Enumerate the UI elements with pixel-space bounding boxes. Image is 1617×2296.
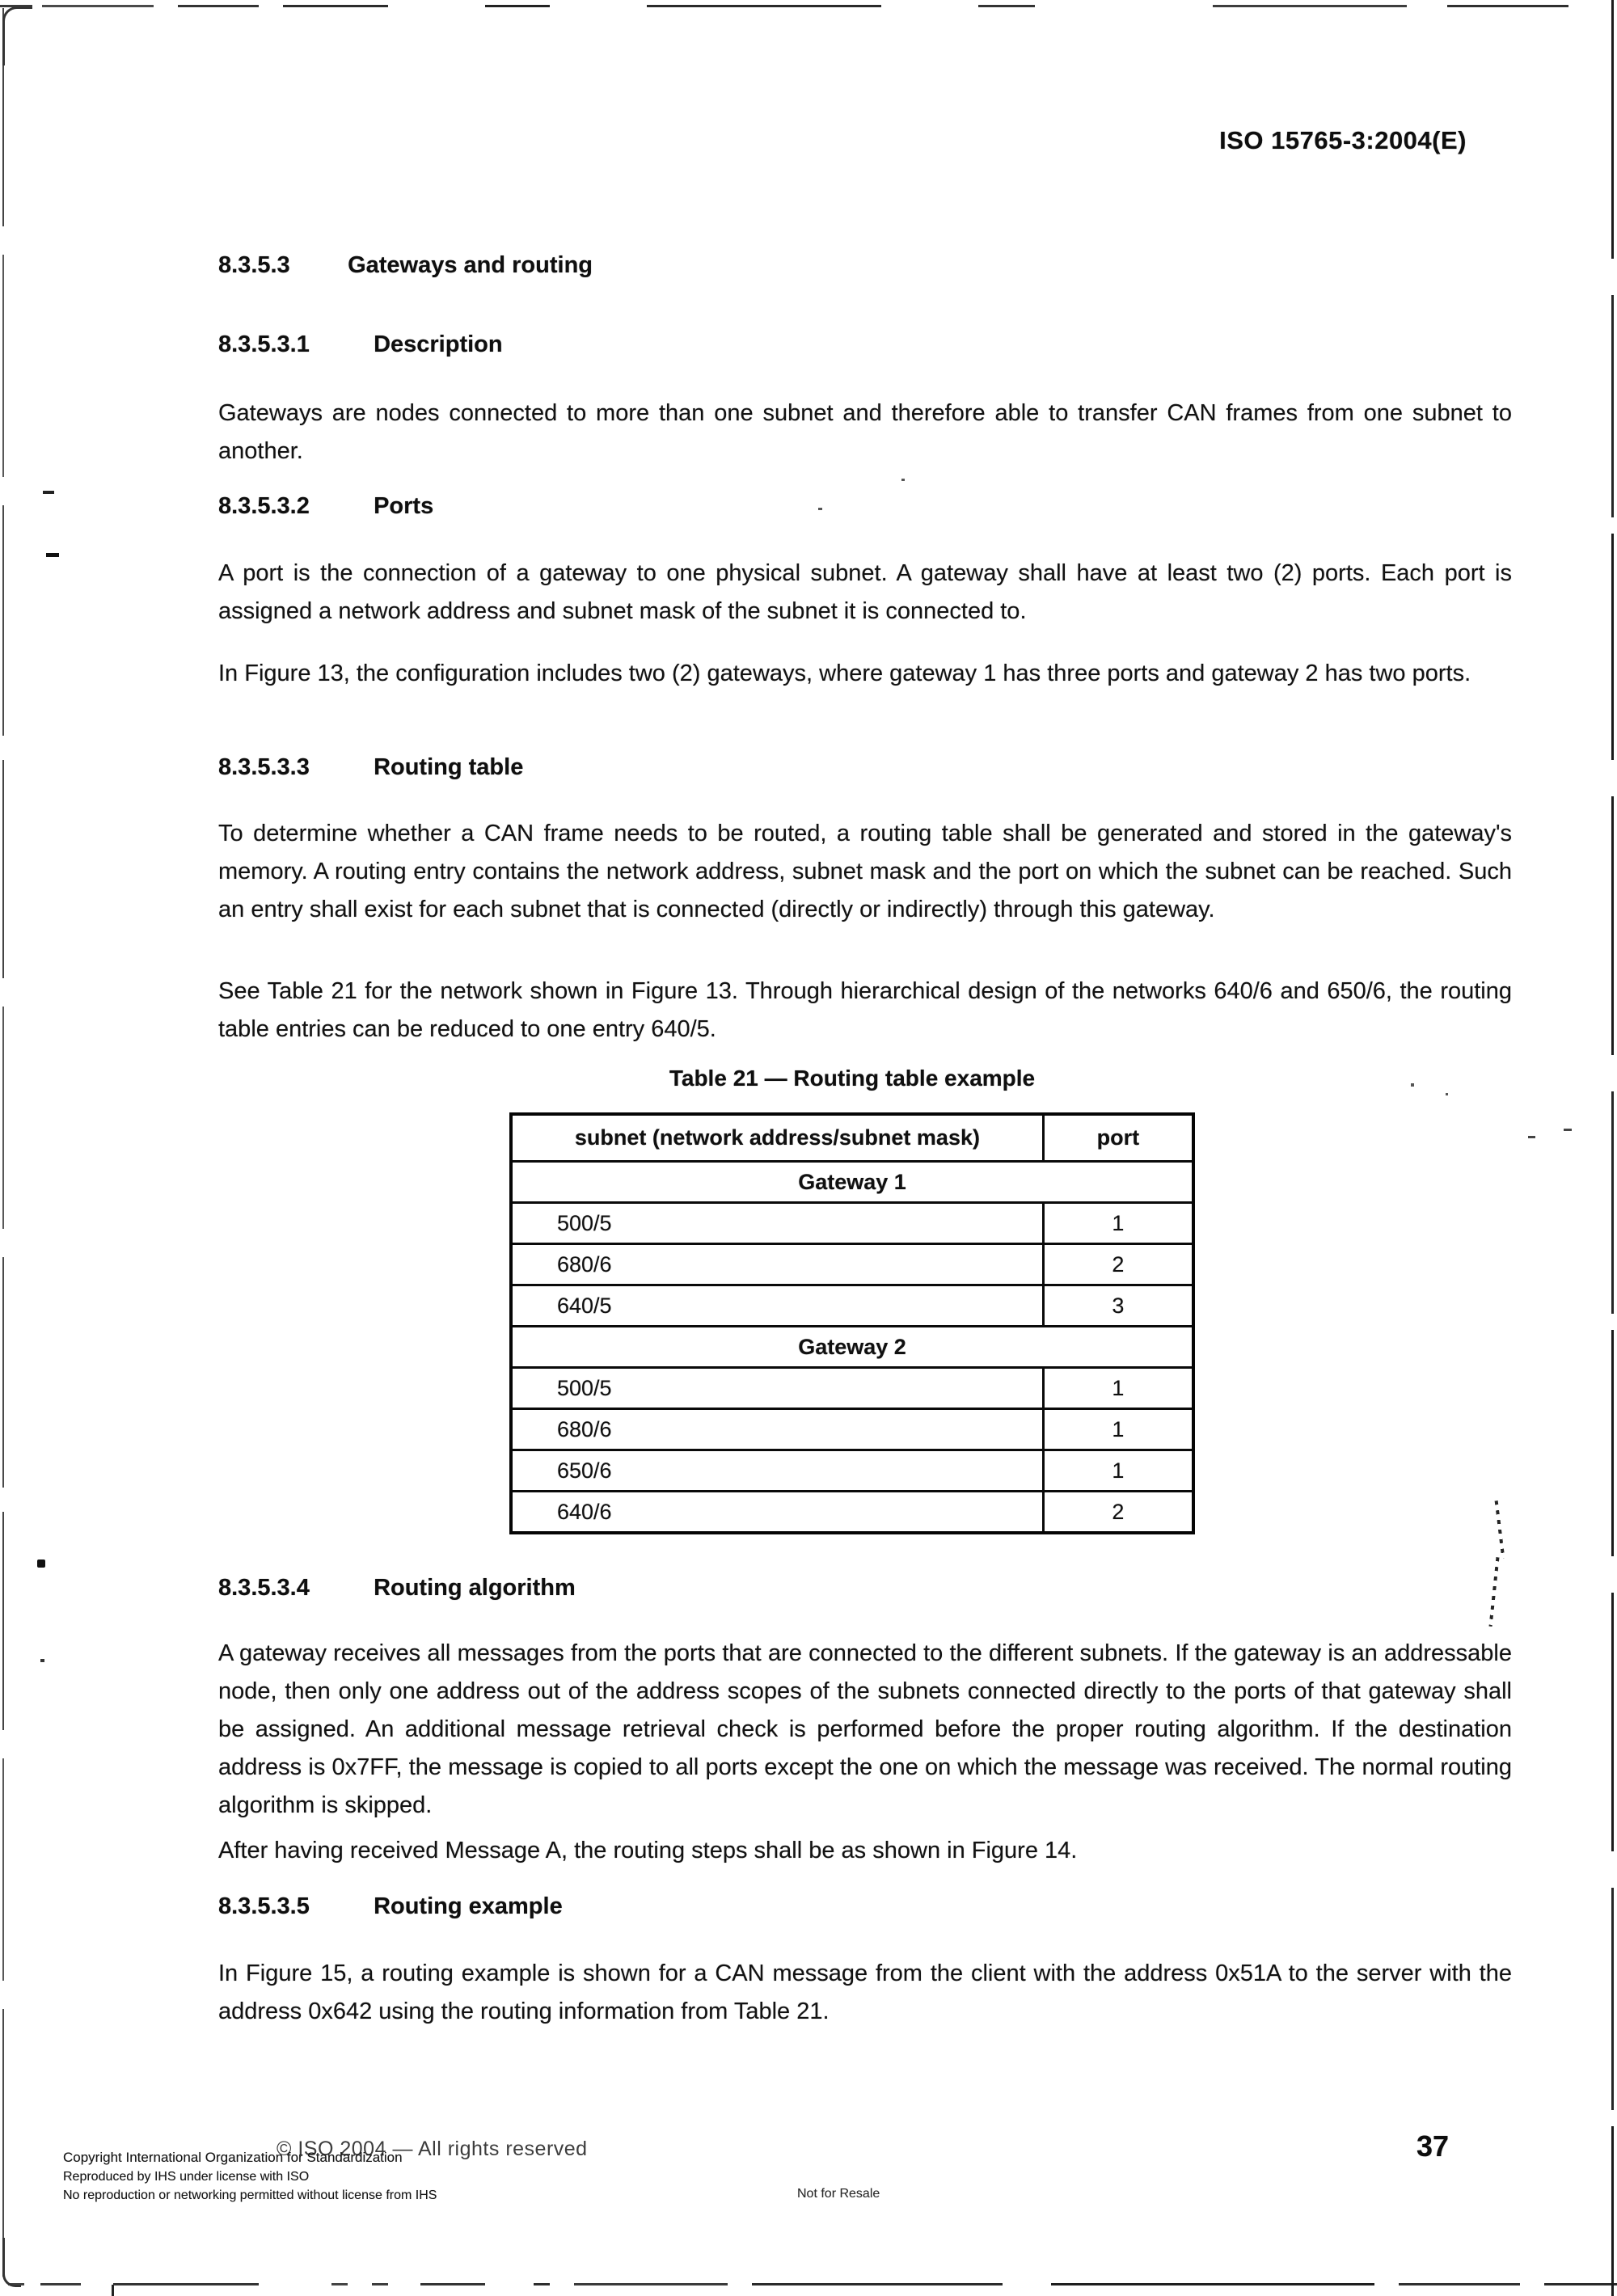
scan-corner-bottom-left <box>2 2238 21 2287</box>
section-heading-8-3-5-3-5 <box>218 1893 1522 1920</box>
copyright-overlay-stamp: Copyright International Organization for Standardization <box>63 2150 403 2165</box>
table-group-row <box>511 1327 1193 1368</box>
scan-edge-top <box>0 5 1617 7</box>
document-reference: ISO 15765-3:2004(E) <box>1219 126 1467 154</box>
scan-speck <box>1411 1083 1414 1087</box>
subnet-cell: 680/6 <box>511 1409 1043 1450</box>
table-row <box>511 1368 1193 1409</box>
section-number: 8.3.5.3 <box>218 252 290 278</box>
section-heading-8-3-5-3-1 <box>218 331 1522 358</box>
subnet-cell: 500/5 <box>511 1203 1043 1244</box>
paragraph-routing-table-1: To determine whether a CAN frame needs to be routed, a routing table shall be generated and stored in the gateway's memory. A routing entry contains the network address, subnet mask and the port on which the subnet can be reached. Such an entry shall exist for each subnet that is connected (directly or indirectly) through this gateway. <box>218 821 1512 922</box>
scan-edge-left <box>2 8 4 2277</box>
paragraph-routing-table-2: See Table 21 for the network shown in Figure 13. Through hierarchical design of the networks 640/6 and 650/6, the routing table entries can be reduced to one entry 640/5. <box>218 978 1512 1042</box>
scan-speck <box>1528 1136 1535 1138</box>
scan-speck <box>1446 1093 1448 1095</box>
table-row <box>511 1244 1193 1285</box>
section-heading-8-3-5-3 <box>218 252 1522 279</box>
scan-speck <box>46 553 59 557</box>
paragraph-routing-algorithm-1: A gateway receives all messages from the ports that are connected to the different subnets. If the gateway is an addressable node, then only one address out of the address scopes of the subnets connected directly to the ports of that gateway shall be assigned. An additional message retrieval check is performed before the proper routing algorithm. If the destination address is 0x7FF, the message is copied to all ports except the one on which the message was received. The normal routing algorithm is skipped. <box>218 1640 1512 1818</box>
group-label: Gateway 2 <box>511 1327 1193 1368</box>
table-caption: Table 21 — Routing table example <box>669 1066 1036 1091</box>
page-number: 37 <box>1416 2129 1450 2163</box>
port-cell: 1 <box>1043 1203 1193 1244</box>
section-heading-8-3-5-3-4 <box>218 1575 1522 1602</box>
section-number: 8.3.5.3.1 <box>218 331 310 357</box>
routing-table <box>509 1112 1195 1534</box>
section-title: Ports <box>374 493 434 519</box>
scan-speck <box>40 1659 44 1662</box>
section-heading-8-3-5-3-2 <box>218 493 1522 520</box>
scan-squiggle-mark <box>1495 1500 1505 1559</box>
section-number: 8.3.5.3.2 <box>218 493 310 519</box>
port-cell: 1 <box>1043 1450 1193 1492</box>
scan-speck <box>37 1560 45 1568</box>
table-group-row <box>511 1162 1193 1203</box>
paragraph-routing-algorithm-2: After having received Message A, the routing steps shall be as shown in Figure 14. <box>218 1838 1078 1863</box>
scan-speck <box>43 491 54 494</box>
table-header-row <box>511 1114 1193 1162</box>
table-row <box>511 1285 1193 1327</box>
no-reproduction-line: No reproduction or networking permitted without license from IHS <box>63 2188 437 2202</box>
port-cell: 3 <box>1043 1285 1193 1327</box>
section-title: Routing table <box>374 754 524 780</box>
scan-edge-bottom <box>0 2283 1617 2285</box>
section-title: Routing example <box>374 1893 563 1919</box>
scan-tick-mark <box>112 2285 114 2296</box>
copyright-notice: © ISO 2004 — All rights reserved <box>277 2138 588 2160</box>
subnet-cell: 640/6 <box>511 1492 1043 1534</box>
paragraph-routing-example: In Figure 15, a routing example is shown for a CAN message from the client with the address 0x51A to the server with the address 0x642 using the routing information from Table 21. <box>218 1960 1512 2024</box>
port-cell: 1 <box>1043 1409 1193 1450</box>
not-for-resale-stamp: Not for Resale <box>797 2187 880 2201</box>
section-number: 8.3.5.3.3 <box>218 754 310 780</box>
section-title: Routing algorithm <box>374 1575 576 1601</box>
scan-speck <box>901 479 905 481</box>
subnet-cell: 500/5 <box>511 1368 1043 1409</box>
port-cell: 2 <box>1043 1492 1193 1534</box>
column-header-port: port <box>1043 1114 1193 1162</box>
section-heading-8-3-5-3-3 <box>218 754 1522 781</box>
scan-corner-top-left <box>2 6 32 65</box>
table-row <box>511 1203 1193 1244</box>
paragraph-ports-1: A port is the connection of a gateway to one physical subnet. A gateway shall have at least two (2) ports. Each port is assigned a network address and subnet mask of the subnet it is connected to. <box>218 560 1512 624</box>
table-row <box>511 1492 1193 1534</box>
group-label: Gateway 1 <box>511 1162 1193 1203</box>
reproduced-line: Reproduced by IHS under license with ISO <box>63 2170 310 2184</box>
port-cell: 2 <box>1043 1244 1193 1285</box>
table-row <box>511 1409 1193 1450</box>
paragraph-ports-2: In Figure 13, the configuration includes two (2) gateways, where gateway 1 has three ports and gateway 2 has two ports. <box>218 661 1471 686</box>
scan-speck <box>1564 1129 1572 1131</box>
section-title: Description <box>374 331 503 357</box>
table-row <box>511 1450 1193 1492</box>
section-title: Gateways and routing <box>348 252 593 278</box>
subnet-cell: 680/6 <box>511 1244 1043 1285</box>
section-number: 8.3.5.3.4 <box>218 1575 310 1601</box>
column-header-subnet: subnet (network address/subnet mask) <box>511 1114 1043 1162</box>
port-cell: 1 <box>1043 1368 1193 1409</box>
section-number: 8.3.5.3.5 <box>218 1893 310 1919</box>
scan-edge-right <box>1611 0 1614 2296</box>
subnet-cell: 650/6 <box>511 1450 1043 1492</box>
subnet-cell: 640/5 <box>511 1285 1043 1327</box>
paragraph-description: Gateways are nodes connected to more than one subnet and therefore able to transfer CAN frames from one subnet to another. <box>218 400 1512 464</box>
